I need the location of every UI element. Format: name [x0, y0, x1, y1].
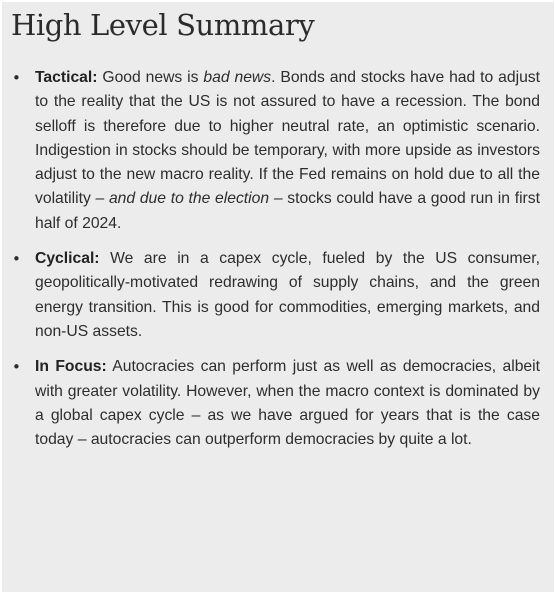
bullet-emphasis: and due to the election: [108, 190, 270, 208]
bullet-heading: In Focus:: [35, 358, 107, 376]
bullet-dot-icon: •: [12, 250, 21, 269]
bullet-heading: Tactical:: [35, 69, 98, 86]
bullet-emphasis: bad news: [203, 69, 272, 86]
summary-panel: [2, 2, 554, 592]
bullet-text: – stocks could have a good run in first half of 2024.: [35, 190, 540, 232]
bullet-text: . Bonds and stocks have had to adjust to the reality that the US is not assured to have a recession. The bond selloff is therefore due to higher neutral rate, an optimistic scenario. Indigestion in stocks should be temporary, with more upside as investors adjust to the new macro reality. If the Fed remains on hold due to all the volatility –: [35, 69, 541, 208]
bullet-cyclical: [2, 247, 554, 344]
bullet-heading: Cyclical:: [35, 250, 100, 268]
summary-bullet-list: [2, 66, 554, 452]
bullet-text: Good news is: [97, 69, 204, 86]
bullet-in-focus: [2, 355, 554, 452]
bullet-text: We are in a capex cycle, fueled by the US consumer, geopolitically-motivated redrawing of supply chains, and the green energy transition. This is good for commodities, emerging markets, and non-US assets.: [35, 250, 540, 340]
bullet-dot-icon: •: [12, 69, 21, 87]
bullet-text: Autocracies can perform just as well as democracies, albeit with greater volatility. However, when the macro context is dominated by a global capex cycle – as we have argued for years that is the case today – autocracies can outperform democracies by quite a lot.: [35, 358, 540, 449]
bullet-dot-icon: •: [12, 358, 21, 377]
page-title: High Level Summary: [11, 8, 315, 42]
bullet-tactical: [2, 66, 554, 236]
